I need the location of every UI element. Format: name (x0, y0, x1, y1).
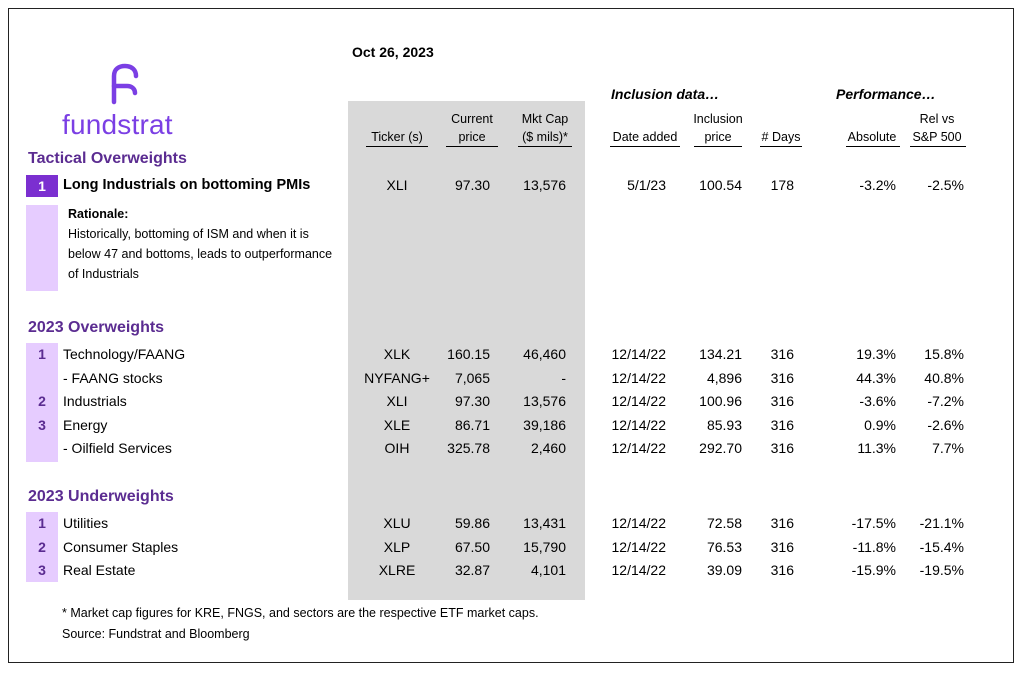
overweights-cell-ticker: XLI (386, 393, 408, 409)
underweights-row-number: 1 (38, 515, 46, 531)
tactical-date: 5/1/23 (627, 177, 666, 193)
tactical-days: 178 (770, 177, 794, 193)
overweights-cell-mktcap: 2,460 (530, 440, 566, 456)
underweights-row-number: 2 (38, 538, 46, 555)
underweights-cell-ticker: XLP (383, 538, 411, 555)
overweights-cell-price: 7,065 (454, 369, 490, 386)
overweights-cell-mktcap: - (561, 369, 566, 386)
header-absolute: Absolute (847, 130, 897, 144)
overweights-row-number: 3 (38, 416, 46, 433)
underweights-cell-price: 32.87 (454, 562, 490, 578)
tactical-number-badge: 1 (26, 175, 58, 197)
overweights-cell-abs: 19.3% (856, 346, 896, 362)
overweights-cell-mktcap: 39,186 (523, 416, 566, 433)
overweights-cell-incl: 100.96 (699, 393, 742, 409)
underweights-cell-abs: -15.9% (851, 562, 896, 578)
overweights-title: 2023 Overweights (28, 319, 165, 336)
underweights-cell-rel: -19.5% (919, 562, 964, 578)
underweights-cell-days: 316 (770, 515, 794, 531)
underweights-cell-incl: 76.53 (706, 538, 742, 555)
overweights-cell-mktcap: 13,576 (523, 393, 566, 409)
header-mktcap (512, 110, 578, 146)
rationale-body: Historically, bottoming of ISM and when it is below 47 and bottoms, leads to outperformance of Industrials (68, 227, 333, 281)
tactical-mktcap: 13,576 (523, 177, 566, 193)
overweights-cell-price: 160.15 (447, 346, 490, 362)
underweights-cell-rel: -15.4% (919, 538, 964, 555)
overweights-cell-rel: -2.6% (927, 416, 964, 433)
underweights-cell-mktcap: 15,790 (523, 538, 566, 555)
header-mktcap-line1: Mkt Cap (521, 112, 569, 126)
underweights-cell-incl: 39.09 (706, 562, 742, 578)
overweights-cell-price: 97.30 (454, 393, 490, 409)
header-underline (910, 146, 966, 147)
fundstrat-logo-icon (108, 62, 142, 108)
underweights-cell-name: Utilities (63, 515, 109, 531)
header-days: # Days (761, 130, 801, 144)
underweights-cell-date: 12/14/22 (611, 515, 666, 531)
overweights-cell-rel: -7.2% (927, 393, 964, 409)
header-underline (694, 146, 742, 147)
overweights-cell-days: 316 (770, 346, 794, 362)
overweights-cell-days: 316 (770, 416, 794, 433)
overweights-cell-name: Technology/FAANG (63, 346, 186, 362)
overweights-cell-abs: 0.9% (864, 416, 896, 433)
overweights-cell-ticker: NYFANG+ (364, 369, 430, 386)
footnote: * Market cap figures for KRE, FNGS, and sectors are the respective ETF market caps. (62, 606, 539, 620)
tactical-price: 97.30 (454, 177, 490, 193)
rationale-title: Rationale: (68, 207, 129, 221)
underweights-cell-price: 59.86 (454, 515, 490, 531)
underweights-cell-days: 316 (770, 538, 794, 555)
header-inclusion-price (688, 110, 748, 146)
tactical-title: Tactical Overweights (28, 150, 187, 167)
overweights-row-number: 2 (38, 393, 46, 409)
header-underline (446, 146, 498, 147)
tactical-abs: -3.2% (859, 177, 896, 193)
overweights-cell-mktcap: 46,460 (523, 346, 566, 362)
overweights-cell-incl: 292.70 (699, 440, 742, 456)
underweights-row-number: 3 (38, 562, 46, 578)
underweights-cell-mktcap: 4,101 (530, 562, 566, 578)
underweights-cell-name: Consumer Staples (63, 538, 179, 555)
header-underline (846, 146, 900, 147)
overweights-cell-price: 325.78 (447, 440, 490, 456)
underweights-cell-price: 67.50 (454, 538, 490, 555)
header-rel-line1: Rel vs (919, 112, 955, 126)
header-rel-line2: S&P 500 (912, 130, 962, 144)
performance-group-header: Performance… (836, 86, 936, 102)
overweights-cell-ticker: OIH (384, 440, 410, 456)
header-date-added: Date added (612, 130, 678, 144)
underweights-cell-rel: -21.1% (919, 515, 964, 531)
underweights-cell-name: Real Estate (63, 562, 136, 578)
overweights-cell-days: 316 (770, 440, 794, 456)
overweights-cell-name: - Oilfield Services (63, 440, 172, 456)
overweights-cell-ticker: XLK (383, 346, 411, 362)
tactical-name: Long Industrials on bottoming PMIs (63, 177, 311, 193)
overweights-cell-date: 12/14/22 (611, 440, 666, 456)
header-incl-line1: Inclusion (693, 112, 743, 126)
header-underline (366, 146, 428, 147)
overweights-row-number: 1 (38, 346, 46, 362)
overweights-cell-date: 12/14/22 (611, 393, 666, 409)
underweights-title: 2023 Underweights (28, 488, 174, 505)
overweights-cell-incl: 85.93 (706, 416, 742, 433)
header-ticker: Ticker (s) (371, 130, 423, 144)
overweights-cell-rel: 40.8% (924, 369, 964, 386)
overweights-cell-incl: 134.21 (699, 346, 742, 362)
overweights-cell-abs: 44.3% (856, 369, 896, 386)
tactical-incl: 100.54 (699, 177, 742, 193)
logo-text: fundstrat (62, 109, 173, 140)
overweights-cell-abs: 11.3% (857, 440, 896, 456)
overweights-cell-abs: -3.6% (859, 393, 896, 409)
rationale-strip (26, 205, 58, 291)
header-price-line2: price (458, 130, 486, 144)
overweights-cell-name: Energy (63, 416, 108, 433)
tactical-rel: -2.5% (927, 177, 964, 193)
underweights-cell-ticker: XLU (383, 515, 411, 531)
underweights-cell-date: 12/14/22 (611, 538, 666, 555)
underweights-cell-abs: -11.8% (852, 538, 896, 555)
underweights-cell-date: 12/14/22 (611, 562, 666, 578)
overweights-cell-date: 12/14/22 (611, 369, 666, 386)
underweights-cell-ticker: XLRE (378, 562, 416, 578)
overweights-cell-name: - FAANG stocks (63, 369, 163, 386)
overweights-cell-name: Industrials (63, 393, 127, 409)
header-incl-line2: price (704, 130, 732, 144)
underweights-cell-mktcap: 13,431 (523, 515, 566, 531)
source-note: Source: Fundstrat and Bloomberg (62, 627, 250, 641)
overweights-cell-incl: 4,896 (706, 369, 742, 386)
header-underline (760, 146, 802, 147)
tactical-ticker: XLI (386, 177, 408, 193)
header-rel-vs (906, 110, 968, 146)
inclusion-group-header: Inclusion data… (611, 86, 720, 102)
overweights-cell-days: 316 (770, 393, 794, 409)
overweights-cell-days: 316 (770, 369, 794, 386)
underweights-cell-abs: -17.5% (851, 515, 896, 531)
overweights-cell-ticker: XLE (383, 416, 411, 433)
overweights-cell-rel: 7.7% (932, 440, 964, 456)
header-price-line1: Current (451, 112, 493, 126)
header-underline (518, 146, 572, 147)
overweights-cell-rel: 15.8% (924, 346, 964, 362)
overweights-cell-date: 12/14/22 (611, 416, 666, 433)
header-underline (610, 146, 680, 147)
overweights-cell-date: 12/14/22 (611, 346, 666, 362)
underweights-cell-days: 316 (770, 562, 794, 578)
header-price (440, 110, 504, 146)
underweights-cell-incl: 72.58 (706, 515, 742, 531)
overweights-cell-price: 86.71 (454, 416, 490, 433)
report-date: Oct 26, 2023 (352, 44, 434, 60)
header-mktcap-line2: ($ mils)* (522, 130, 568, 144)
